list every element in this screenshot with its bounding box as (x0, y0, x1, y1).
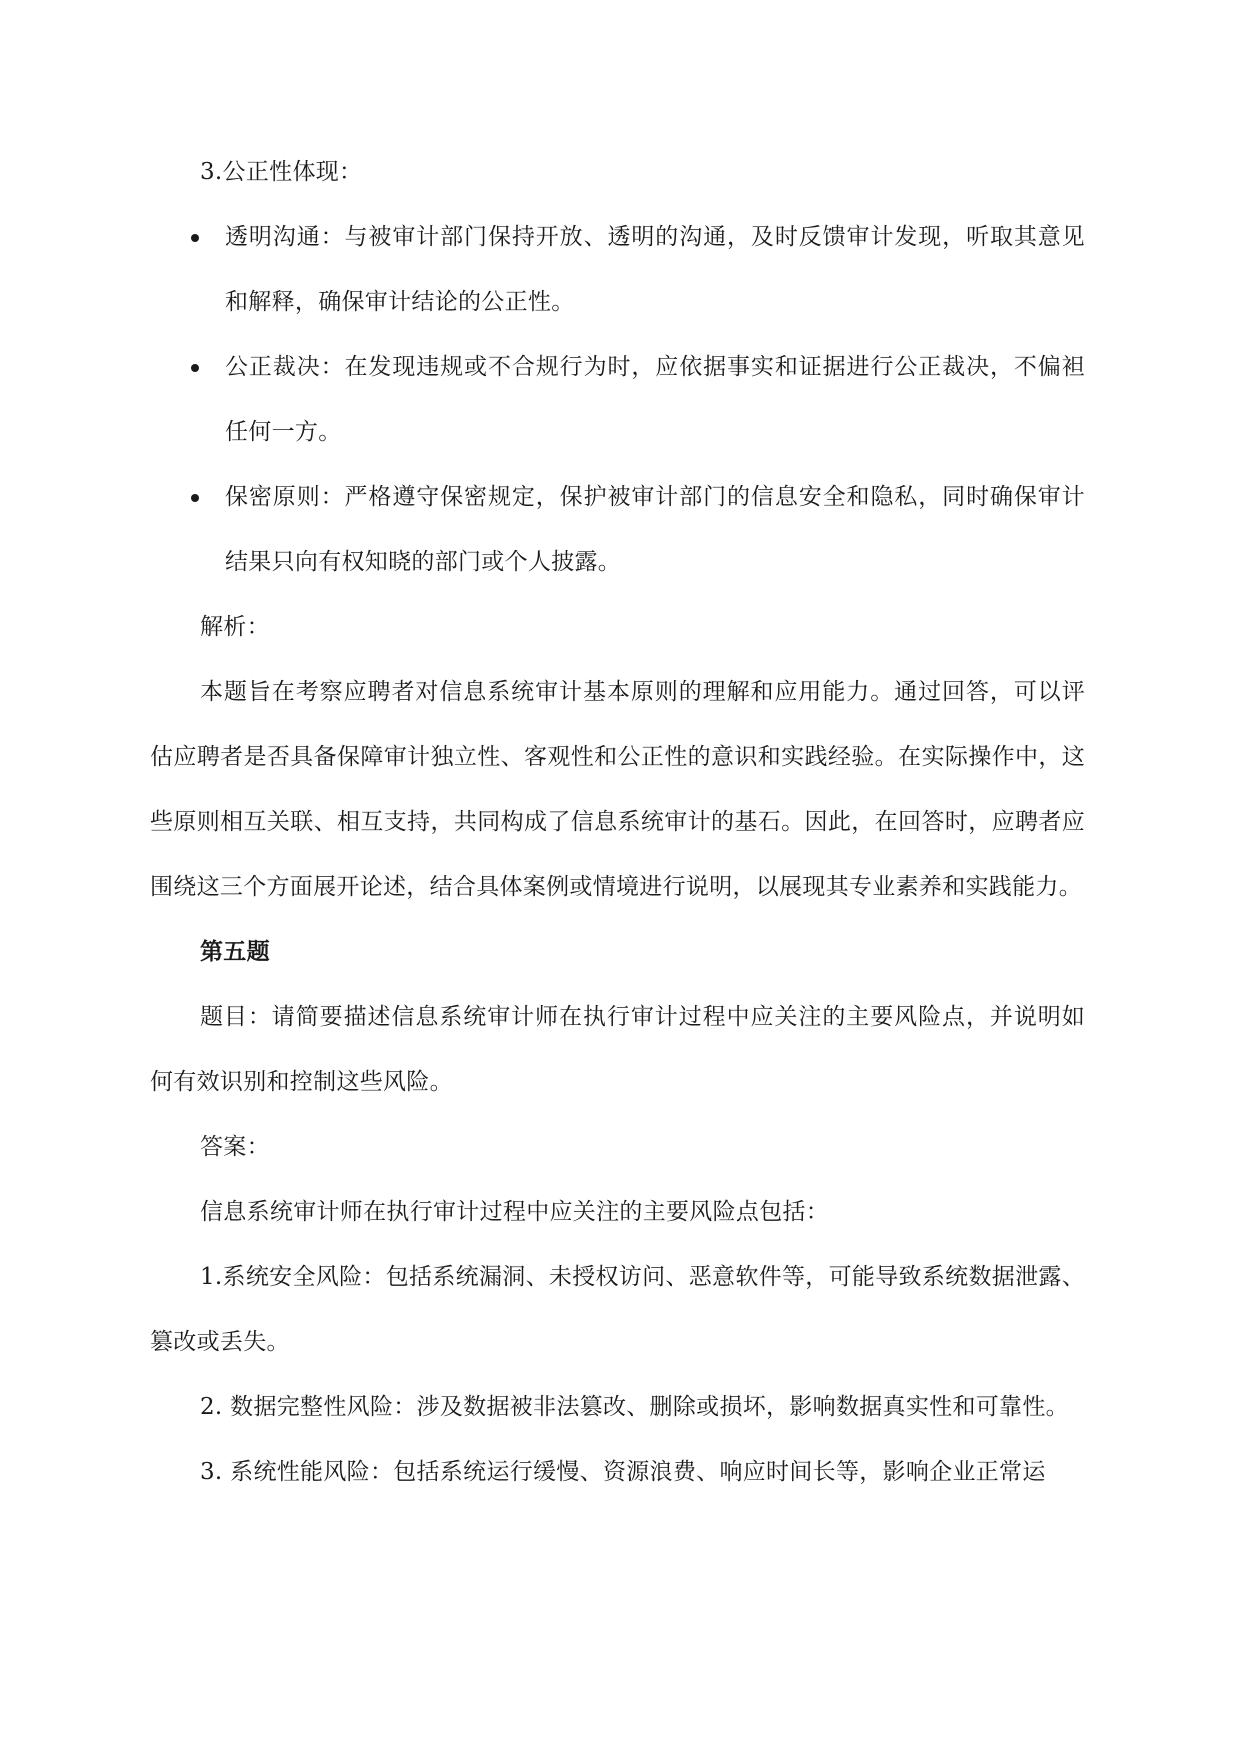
bullet-dot-icon (191, 494, 199, 502)
bullet-dot-icon (191, 234, 199, 242)
bullet-item (150, 465, 1085, 595)
bullet-dot-icon (191, 364, 199, 372)
document-body (150, 140, 1085, 1505)
bullet-item (150, 205, 1085, 335)
bullet-text: 保密原则：严格遵守保密规定，保护被审计部门的信息安全和隐私，同时确保审计结果只向有权知晓的部门或个人披露。 (225, 484, 1085, 575)
risk-point: 2. 数据完整性风险：涉及数据被非法篡改、删除或损坏，影响数据真实性和可靠性。 (200, 1394, 1069, 1420)
risk-point: 1.系统安全风险：包括系统漏洞、未授权访问、恶意软件等，可能导致系统数据泄露、篡改或丢失。 (150, 1264, 1085, 1355)
question-heading: 第五题 (200, 939, 270, 965)
bullet-text: 透明沟通：与被审计部门保持开放、透明的沟通，及时反馈审计发现，听取其意见和解释，确保审计结论的公正性。 (225, 224, 1085, 315)
answer-label: 答案： (200, 1134, 270, 1160)
answer-intro: 信息系统审计师在执行审计过程中应关注的主要风险点包括： (200, 1199, 830, 1225)
bullet-text: 公正裁决：在发现违规或不合规行为时，应依据事实和证据进行公正裁决，不偏袒任何一方。 (225, 354, 1085, 445)
bullet-item (150, 335, 1085, 465)
analysis-label: 解析： (200, 614, 270, 640)
analysis-paragraph: 本题旨在考察应聘者对信息系统审计基本原则的理解和应用能力。通过回答，可以评估应聘者是否具备保障审计独立性、客观性和公正性的意识和实践经验。在实际操作中，这些原则相互关联、相互支持，共同构成了信息系统审计的基石。因此，在回答时，应聘者应围绕这三个方面展开论述，结合具体案例或情境进行说明，以展现其专业素养和实践能力。 (150, 679, 1085, 900)
fairness-bullet-list (150, 205, 1085, 595)
risk-point: 3. 系统性能风险：包括系统运行缓慢、资源浪费、响应时间长等，影响企业正常运 (200, 1459, 1046, 1485)
question-prompt: 题目：请简要描述信息系统审计师在执行审计过程中应关注的主要风险点，并说明如何有效识别和控制这些风险。 (150, 1004, 1085, 1095)
section-label-fairness: 3.公正性体现： (200, 159, 363, 185)
